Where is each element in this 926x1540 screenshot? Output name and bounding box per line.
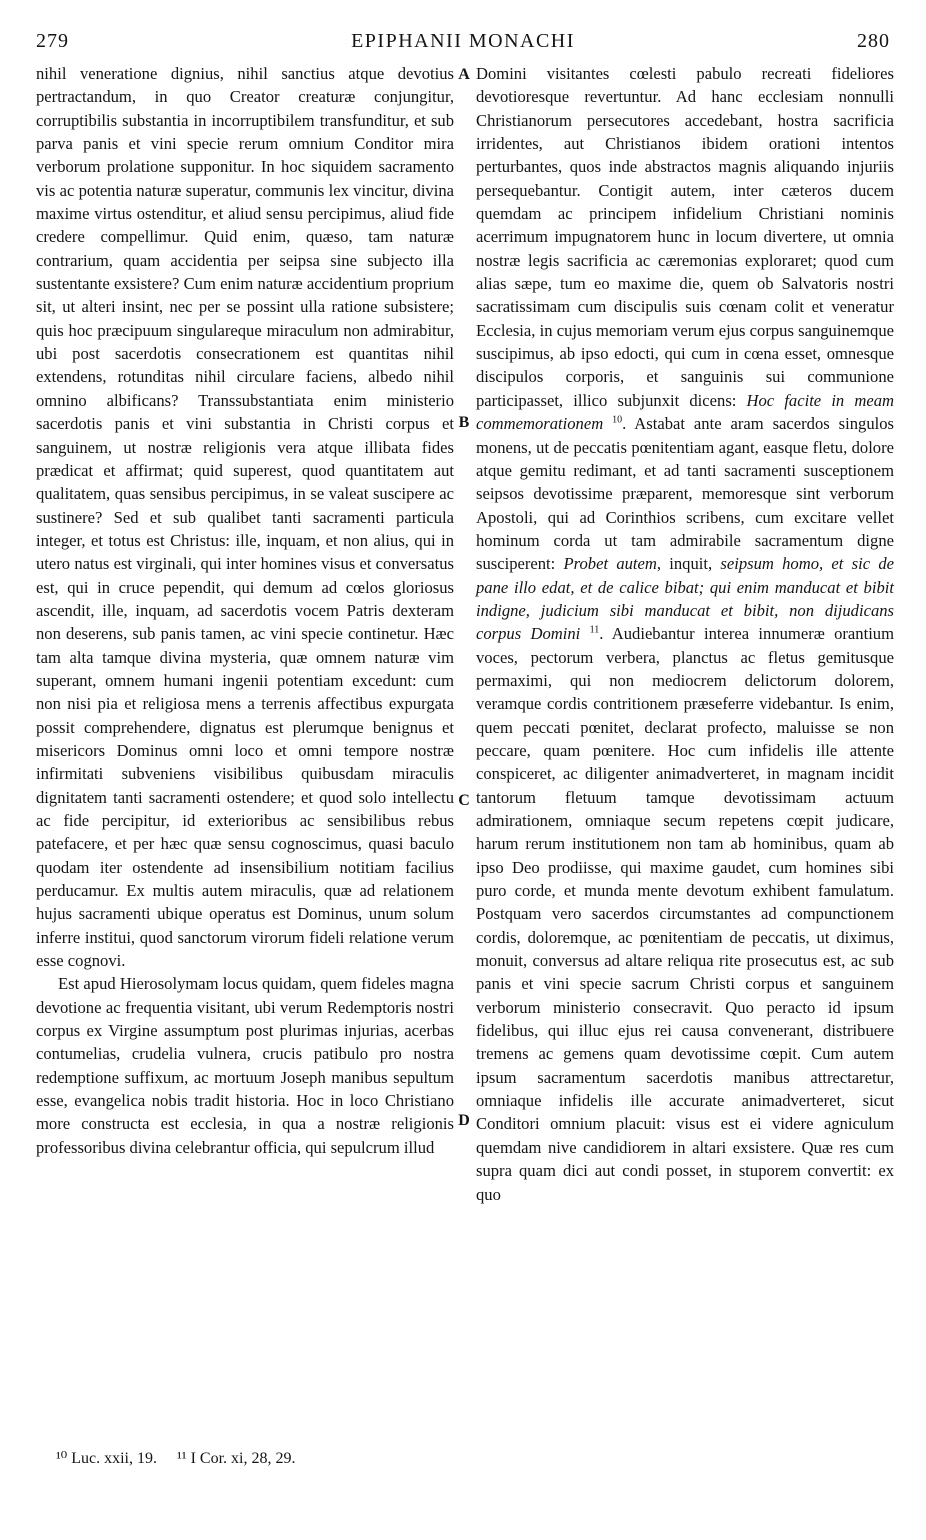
running-title: EPIPHANII MONACHI [351,30,575,52]
margin-marker-b: B [458,414,470,431]
quote-hoc-facite: Hoc facite in meam commemorationem [476,390,894,434]
right-column [476,62,894,1206]
right-text-1: Domini visitantes cœlesti pabulo recreati fideliores devotioresque revertuntur. Ad hanc ecclesiam nonnulli Christianorum persecutores accedebant, hostra sacrificia irridentes, aut Christianos ibidem orationi intentos perturbantes, quos inde abstractos magnis aliquando injuriis persequebantur. Contigit autem, inter cæteros ducem quemdam ac principem infidelium Christiani nominis acerrimum impugnatorem hunc in locum divertere, ut omnia nostræ legis sacrificia ac cæremonias exploraret; quod cum alias sæpe, tum eo maxime die, quem ob Salvatoris nostri sacratissimam cum discipulis suis cœnam colit et veneratur Ecclesia, in cujus memoriam verum ejus corpus sanguinemque suscipimus, ab ipso edocti, qui cum in cœna esset, omnesque discipulos corporis, et sanguinis sui communione participasset, illico subjunxit dicens: [476,64,894,410]
right-text-2: . Astabat ante aram sacerdos singulos monens, ut de peccatis pœnitentiam agant, easque fletu, dolore atque gemitu redimant, et ad tanti sacramenti susceptionem seipsos devotissime præparent, memoresque sint verborum Apostoli, qui ad Corinthios scribens, cum excitare vellet hominum corda ut tam admirabile sacramentum digne susciperent: [476,414,894,574]
page-header [36,30,890,60]
left-column [36,62,454,1159]
quote-probet-autem: Probet autem [563,554,657,574]
quote-seipsum-homo: seipsum homo, et sic de pane illo edat, et de calice bibat; qui enim manducat et bibit indigne, judicium sibi manducat et bibit, non dijudicans corpus Domini [476,554,894,644]
footnotes [56,1448,311,1468]
footnote-ref-11: 11 [589,624,600,636]
footnote-11: ¹¹ I Cor. xi, 28, 29. [176,1450,296,1467]
left-paragraph-1: nihil veneratione dignius, nihil sanctius atque devotius pertractandum, in quo Creator creaturæ conjungitur, corruptibilis substantia in incorruptibilem transfunditur, et sub parva panis et vini specie rerum omnium Conditor mira verborum prolatione supponitur. In hoc siquidem sacramento vis ac potentia naturæ superatur, communis lex vincitur, divina maxime virtus ostenditur, et aliud sensu percipimus, aliud fide credere compellimur. Quid enim, quæso, tam naturæ contrarium, quam accidentia per seipsa sine subjecto illa sustentante exsistere? Cum enim naturæ accidentium proprium sit, ut alteri insint, nec per se possint ulla ratione subsistere; quis hoc præcipuum singulareque miraculum non admirabitur, ubi post sacerdotis consecrationem est quantitas nihil extendens, rotunditas nihil circulare faciens, albedo nihil omnino albificans? Transsubstantiata enim ministerio sacerdotis panis et vini substantia in Christi corpus et sanguinem, ut nostræ religionis vera atque illibata fides prædicat et affirmat; quid superest, quod quantitatem aut qualitatem, quas sensibus percipimus, in se valeat suscipere ac sustinere? Sed et sub qualibet tanti sacramenti particula integer, et totus est Christus: ille, inquam, et non alius, qui in utero natus est virginali, qui inter homines visus et conversatus est, qui in cruce pependit, qui demum ad cœlos gloriosus ascendit, ille, inquam, ad sacerdotis vocem Patris dexteram non deserens, sub panis tamen, ac vini specie continetur. Hæc tam alta tamque divina mysteria, quæ omnem naturæ vim superant, omnem humani ingenii potentiam excedunt: cum non nisi pia et religiosa mens a terrenis affectibus expurgata possit comprehendere, dignatus est plerumque benignus et misericors Dominus omni loco et omni tempore nostræ infirmitati subveniens visibilibus quibusdam miraculis dignitatem tanti sacramenti ostendere; et quod solo intellectu ac fide percipitur, id exterioribus ac sensibilibus rebus patefacere, et per hæc quæ sensu cognoscimus, quasi baculo quodam iter ostendente ad insensibilium notitiam facilius perducamur. Ex multis autem miraculis, quæ ad relationem hujus sacramenti ubique operatus est Dominus, unum solum inferre institui, quod sanctorum virorum fideli relatione verum esse cognovi. [36,64,454,971]
page-number-left: 279 [36,30,69,52]
footnote-ref-10: 10 [612,414,623,426]
page-number-right: 280 [857,30,890,52]
left-paragraph-2: Est apud Hierosolymam locus quidam, quem fideles magna devotione ac frequentia visitant, ubi verum Redemptoris nostri corpus ex Virgine assumptum post plurimas injurias, acerbas contumelias, crudelia vulnera, crucis patibulo pro nostra redemptione suffixum, ac mortuum Joseph manibus sepultum esse, evangelica nobis tradit historia. Hoc in loco Christiano more constructa est ecclesia, in qua a nostræ religionis professoribus divina celebrantur officia, qui sepulcrum illud [36,974,454,1157]
right-text-3: , inquit, [656,554,721,574]
margin-marker-a: A [458,66,470,83]
right-text-4: . Audiebantur interea innumeræ orantium voces, pectorum verbera, planctus ac fletus gemitusque permaximi, qui non mediocrem delictorum dolorem, veramque cordis contritionem præseferre videbantur. Is enim, quem peccati pœnitet, declarat profecto, maluisse se non peccare, quam pœnitere. Hoc cum infidelis ille attente conspiceret, ac diligenter animadverteret, in magnam incidit tantorum fletuum tamque devotissimam actuum admirationem, omniaque secum repetens cœpit judicare, harum rerum institutionem non tam ab hominibus, quam ab ipso Deo prodiisse, qui maxime gaudet, cum homines sibi puro corde, et munda mente devotum exhibent famulatum. Postquam vero sacerdos circumstantes ad compunctionem cordis, dolоremque, ac pœnitentiam de peccatis, ut diximus, monuit, conversus ad altare reliqua rite prosecutus est, ac sub panis et vini specie sacrum Christi corpus et sanguinem verborum ministerio consecravit. Quo peracto id ipsum fidelibus, qui illuc ejus rei causa convenerant, distribuere tremens ac gemens quam devotissime cœpit. Cum autem ipsum sacramentum sacerdotis manibus attrectaretur, omniaque infidelis ille accurate animadverteret, sicut Conditori omnium placuit: visus est ei videre agniculum quemdam nive candidiorem in altari exsistere. Quæ res cum supra quam dici aut condi posset, in stuporem convertit: ex quo [476,624,895,1204]
right-paragraph [476,62,894,1206]
footnote-10: ¹⁰ Luc. xxii, 19. [56,1450,157,1467]
margin-marker-d: D [458,1112,470,1129]
margin-marker-c: C [458,792,470,809]
